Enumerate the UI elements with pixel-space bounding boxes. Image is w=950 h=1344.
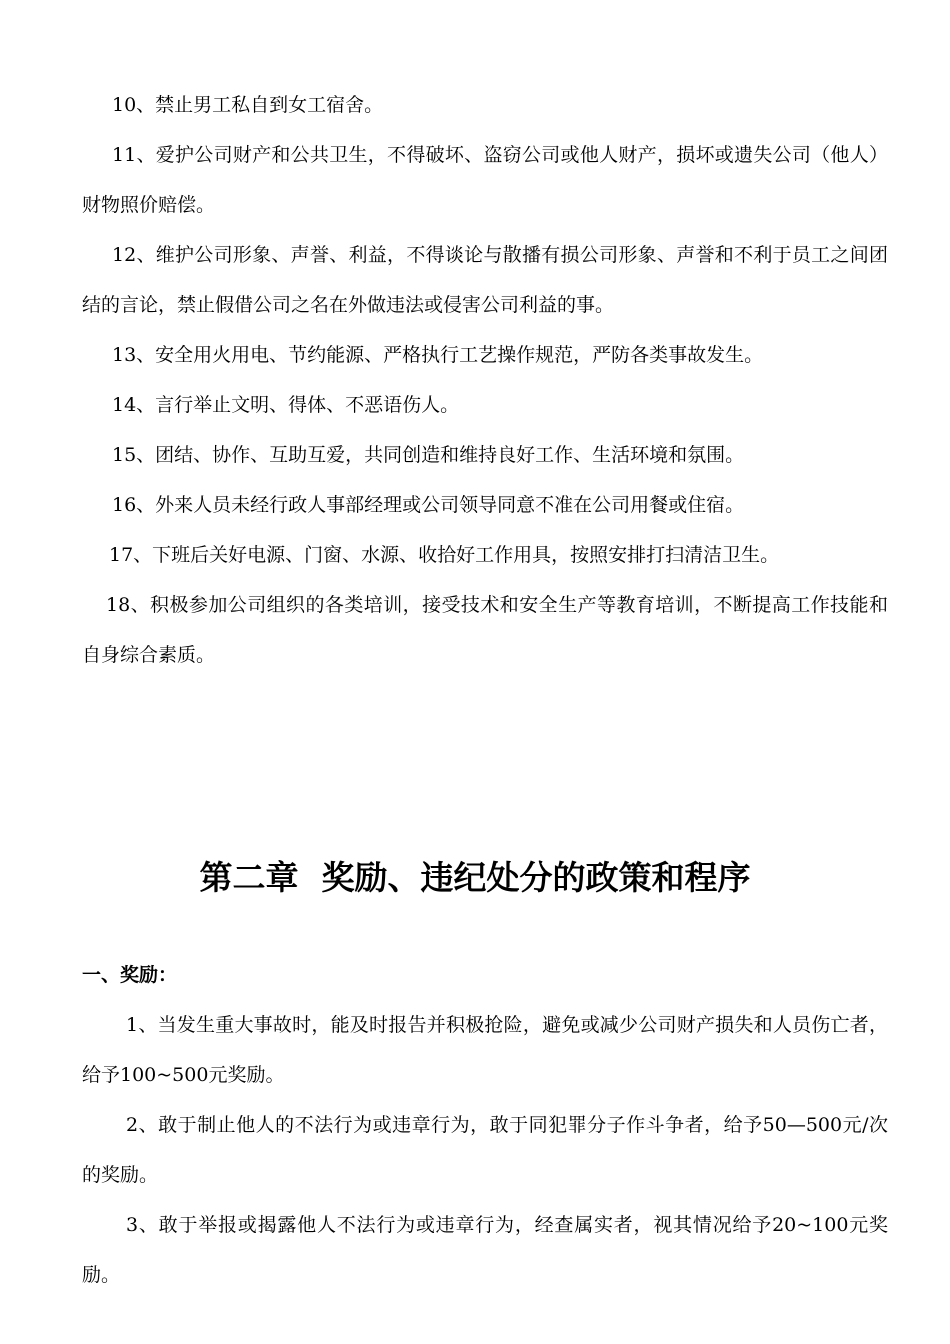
reward-3: 3、敢于举报或揭露他人不法行为或违章行为，经查属实者，视其情况给予20~100元奖励。 <box>82 1214 888 1286</box>
rule-16: 16、外来人员未经行政人事部经理或公司领导同意不准在公司用餐或住宿。 <box>112 494 745 516</box>
rule-17: 17、下班后关好电源、门窗、水源、收拾好工作用具，按照安排打扫清洁卫生。 <box>109 544 780 566</box>
rule-18: 18、积极参加公司组织的各类培训，接受技术和安全生产等教育培训，不断提高工作技能和自身综合素质。 <box>82 594 888 666</box>
section-heading-rewards: 一、奖励： <box>82 964 178 986</box>
rule-10: 10、禁止男工私自到女工宿舍。 <box>112 94 384 116</box>
chapter-title: 第二章 奖励、违纪处分的政策和程序 <box>199 858 751 897</box>
rule-13: 13、安全用火用电、节约能源、严格执行工艺操作规范，严防各类事故发生。 <box>112 344 764 366</box>
reward-2: 2、敢于制止他人的不法行为或违章行为，敢于同犯罪分子作斗争者，给予50—500元/次的奖励。 <box>82 1114 888 1186</box>
rule-12: 12、维护公司形象、声誉、利益，不得谈论与散播有损公司形象、声誉和不利于员工之间团结的言论，禁止假借公司之名在外做违法或侵害公司利益的事。 <box>82 244 888 316</box>
reward-1: 1、当发生重大事故时，能及时报告并积极抢险，避免或减少公司财产损失和人员伤亡者，给予100~500元奖励。 <box>82 1014 888 1086</box>
rule-14: 14、言行举止文明、得体、不恶语伤人。 <box>112 394 460 416</box>
rule-15: 15、团结、协作、互助互爱，共同创造和维持良好工作、生活环境和氛围。 <box>112 444 745 466</box>
rule-11: 11、爱护公司财产和公共卫生，不得破坏、盗窃公司或他人财产，损坏或遗失公司（他人）财物照价赔偿。 <box>82 144 888 216</box>
